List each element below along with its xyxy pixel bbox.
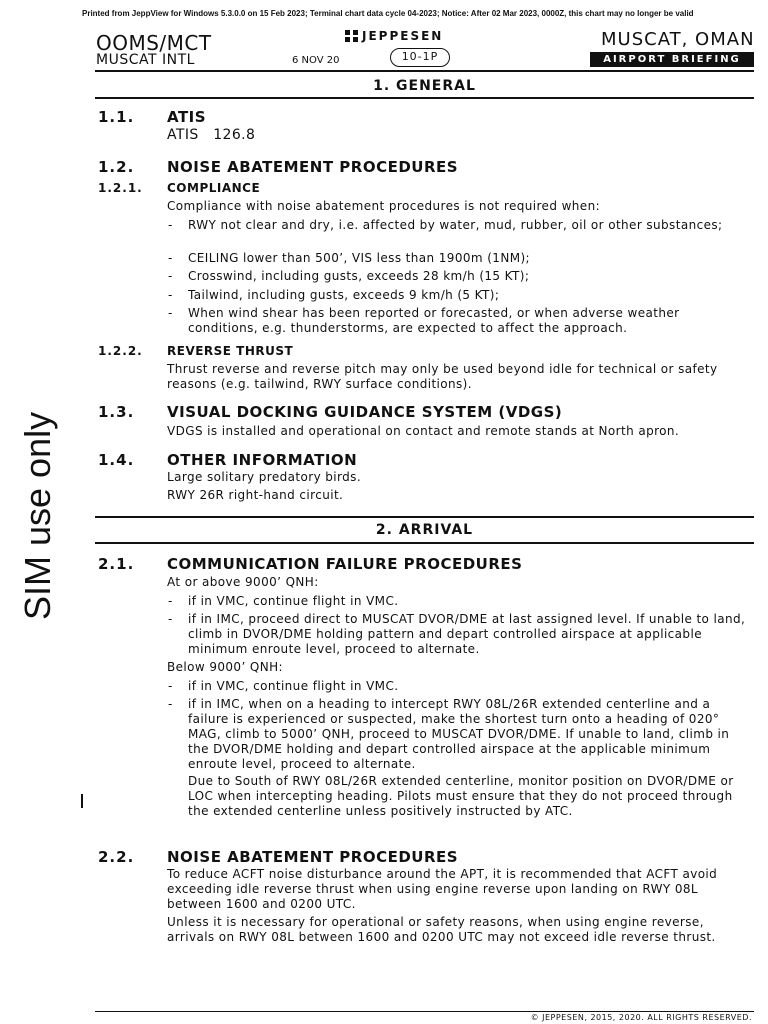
other-info-heading: OTHER INFORMATION <box>167 451 358 469</box>
compliance-item: - Tailwind, including gusts, exceeds 9 km/h (5 KT); <box>167 288 747 303</box>
compliance-heading: COMPLIANCE <box>167 181 261 195</box>
item-number: 2.2. <box>98 848 135 866</box>
jeppesen-wordmark: JEPPESEN <box>362 29 444 43</box>
chart-date: 6 NOV 20 <box>292 55 340 66</box>
comm-below-label: Below 9000’ QNH: <box>167 660 283 674</box>
chart-type-label: AIRPORT BRIEFING <box>590 52 754 67</box>
atis-freq-value: 126.8 <box>213 127 256 143</box>
item-number: 1.1. <box>98 108 135 126</box>
chart-page-number: 10-1P <box>390 48 450 67</box>
noise-abatement-heading: NOISE ABATEMENT PROCEDURES <box>167 158 459 176</box>
vdgs-text: VDGS is installed and operational on contact and remote stands at North apron. <box>167 424 680 438</box>
change-bar <box>81 794 83 808</box>
item-number: 1.2.2. <box>98 344 143 358</box>
airport-location: MUSCAT, OMAN <box>601 29 755 50</box>
section-title-general: 1. GENERAL <box>373 78 476 94</box>
airport-name: MUSCAT INTL <box>96 52 195 68</box>
compliance-item: - When wind shear has been reported or forecasted, or when adverse weather conditions, e.g. thunderstorms, are expected to affect the approach. <box>167 306 747 336</box>
arrival-noise-para: To reduce ACFT noise disturbance around the APT, it is recommended that ACFT avoid exceeding idle reverse thrust when using engine reverse upon landing on RWY 08L between 1600 and 0200 UTC. <box>167 867 718 911</box>
section-rule <box>95 97 754 99</box>
sim-use-watermark: SIM use only <box>17 411 58 620</box>
airport-identifier: OOMS/MCT <box>96 31 212 55</box>
jeppesen-logo <box>345 29 443 43</box>
header-rule <box>95 70 754 72</box>
compliance-item: - Crosswind, including gusts, exceeds 28 km/h (15 KT); <box>167 269 747 284</box>
jeppesen-mark-icon <box>345 30 358 42</box>
copyright-notice: © JEPPESEN, 2015, 2020. ALL RIGHTS RESERVED. <box>530 1013 752 1022</box>
other-info-line: RWY 26R right-hand circuit. <box>167 488 344 502</box>
comm-above-item: - if in VMC, continue flight in VMC. <box>167 594 747 609</box>
section-title-arrival: 2. ARRIVAL <box>375 522 474 538</box>
comm-above-label: At or above 9000’ QNH: <box>167 575 319 589</box>
comm-above-item: - if in IMC, proceed direct to MUSCAT DVOR/DME at last assigned level. If unable to land, climb in DVOR/DME holding pattern and depart controlled airspace at applicable minimum enroute level, proceed to alternate. <box>167 612 747 657</box>
print-notice: Printed from JeppView for Windows 5.3.0.0 on 15 Feb 2023; Terminal chart data cycle 04-2023; Notice: After 02 Mar 2023, 0000Z, this chart may no longer be valid <box>82 9 694 18</box>
other-info-line: Large solitary predatory birds. <box>167 470 362 484</box>
item-number: 1.2.1. <box>98 181 143 195</box>
arrival-noise-para: Unless it is necessary for operational or safety reasons, when using engine reverse, arrivals on RWY 08L between 1600 and 0200 UTC may not exceed idle reverse thrust. <box>167 915 716 944</box>
section-rule <box>95 542 754 544</box>
footer-rule <box>95 1011 754 1012</box>
comm-below-item: - if in VMC, continue flight in VMC. <box>167 679 747 694</box>
comm-below-item: - if in IMC, when on a heading to intercept RWY 08L/26R extended centerline and a failure is experienced or suspected, make the shortest turn onto a heading of 020° MAG, climb to 5000’ QNH, proceed to MUSCAT DVOR/DME. If unable to land, climb in the DVOR/DME holding and depart controlled airspace at the applicable minimum enroute level, proceed to alternate. <box>167 697 747 772</box>
vdgs-heading: VISUAL DOCKING GUIDANCE SYSTEM (VDGS) <box>167 403 563 421</box>
reverse-thrust-text: Thrust reverse and reverse pitch may only be used beyond idle for technical or safety reasons (e.g. tailwind, RWY surface conditions). <box>167 362 718 391</box>
compliance-item: - RWY not clear and dry, i.e. affected by water, mud, rubber, oil or other substances; <box>167 218 747 233</box>
compliance-item: - CEILING lower than 500’, VIS less than 1900m (1NM); <box>167 251 747 266</box>
item-number: 2.1. <box>98 555 135 573</box>
comm-note: Due to South of RWY 08L/26R extended centerline, monitor position on DVOR/DME or LOC when intercepting heading. Pilots must ensure that they do not proceed through the extended centerline unless positively instructed by ATC. <box>188 774 734 818</box>
compliance-intro: Compliance with noise abatement procedures is not required when: <box>167 199 601 213</box>
item-number: 1.3. <box>98 403 135 421</box>
atis-frequency <box>167 128 747 143</box>
item-number: 1.2. <box>98 158 135 176</box>
section-rule <box>95 516 754 518</box>
atis-heading: ATIS <box>167 108 207 126</box>
item-number: 1.4. <box>98 451 135 469</box>
comm-failure-heading: COMMUNICATION FAILURE PROCEDURES <box>167 555 523 573</box>
atis-label: ATIS <box>167 127 199 143</box>
arrival-noise-heading: NOISE ABATEMENT PROCEDURES <box>167 848 459 866</box>
reverse-thrust-heading: REVERSE THRUST <box>167 344 294 358</box>
